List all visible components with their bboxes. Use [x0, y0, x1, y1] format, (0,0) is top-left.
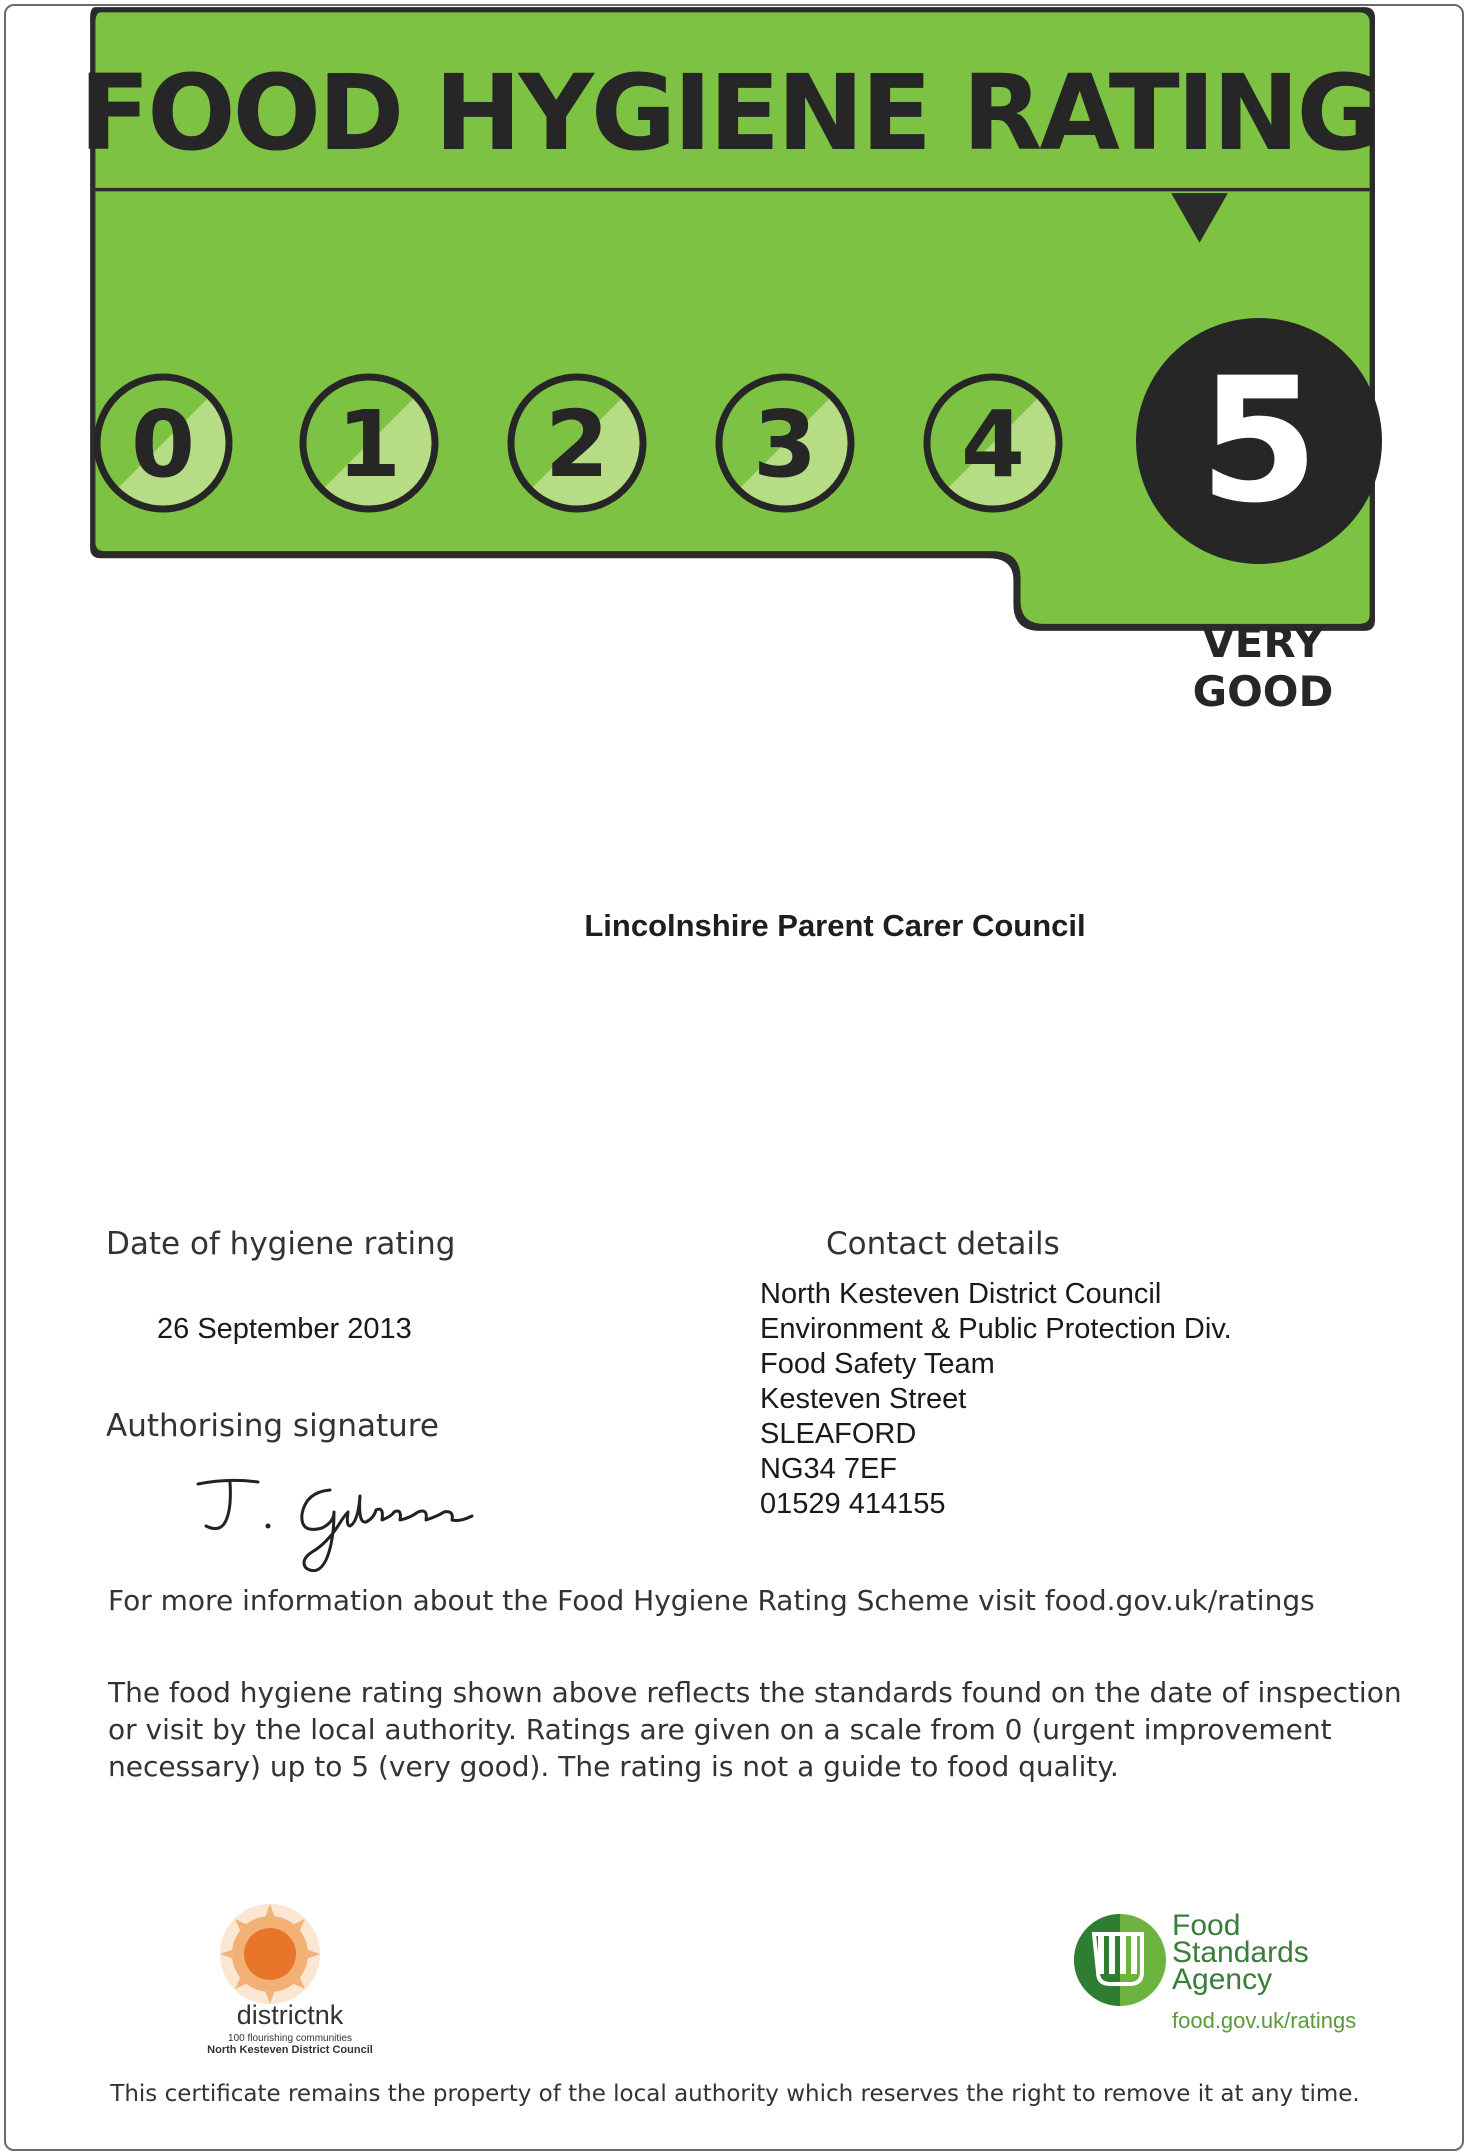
rating-label: VERY GOOD — [1192, 618, 1334, 716]
date-value: 26 September 2013 — [157, 1313, 412, 1345]
date-label: Date of hygiene rating — [106, 1226, 456, 1262]
signature-label: Authorising signature — [106, 1408, 439, 1444]
business-name: Lincolnshire Parent Carer Council — [584, 908, 1086, 943]
svg-text:0: 0 — [130, 391, 196, 498]
district-logo-tagline: 100 flourishing communities — [228, 2033, 352, 2044]
svg-text:4: 4 — [960, 391, 1026, 498]
contact-line: SLEAFORD — [760, 1418, 917, 1450]
contact-line: 01529 414155 — [760, 1488, 946, 1520]
fsa-logo-line: Food — [1172, 1909, 1241, 1942]
contact-line: NG34 7EF — [760, 1453, 897, 1485]
rating-option-2 — [504, 370, 650, 516]
district-logo — [180, 2000, 400, 2056]
contact-line: Food Safety Team — [760, 1348, 995, 1380]
contact-label: Contact details — [826, 1226, 1060, 1262]
district-logo-council: North Kesteven District Council — [207, 2044, 373, 2056]
rating-option-4 — [920, 370, 1066, 516]
fsa-logo-line: Agency — [1172, 1963, 1273, 1996]
food-standards-agency-icon — [1072, 1912, 1168, 2008]
svg-text:1: 1 — [336, 391, 402, 498]
fsa-logo-text — [1172, 1909, 1309, 1996]
svg-text:5: 5 — [1199, 340, 1319, 541]
rating-title: FOOD HYGIENE RATING — [79, 52, 1379, 174]
fsa-logo-line: Standards — [1172, 1936, 1309, 1969]
contact-line: North Kesteven District Council — [760, 1278, 1162, 1310]
fsa-url: food.gov.uk/ratings — [1172, 2008, 1357, 2033]
district-logo-name: districtnk — [236, 2000, 344, 2030]
rating-option-0 — [90, 370, 236, 516]
handwritten-signature — [188, 1472, 488, 1582]
contact-line: Kesteven Street — [760, 1383, 967, 1415]
rating-option-3 — [712, 370, 858, 516]
rating-option-1 — [296, 370, 442, 516]
svg-text:J. Gibson: J. Gibson — [188, 1472, 193, 1473]
disclaimer-text: The food hygiene rating shown above reflects the standards found on the date of inspection or visit by the local authority. Ratings are given on a scale from 0 (urgent improvement necessary) up to 5 (very good). The rating is not a guide to food quality. — [108, 1676, 1402, 1783]
rating-selected-5 — [1134, 316, 1384, 566]
footer-note: This certificate remains the property of the local authority which reserves the right to remove it at any time. — [110, 2081, 1360, 2107]
contact-line: Environment & Public Protection Div. — [760, 1313, 1232, 1345]
svg-text:3: 3 — [752, 391, 818, 498]
info-text: For more information about the Food Hygiene Rating Scheme visit food.gov.uk/ratings — [108, 1584, 1315, 1617]
svg-text:2: 2 — [544, 391, 610, 498]
sunburst-icon — [218, 1902, 322, 2006]
